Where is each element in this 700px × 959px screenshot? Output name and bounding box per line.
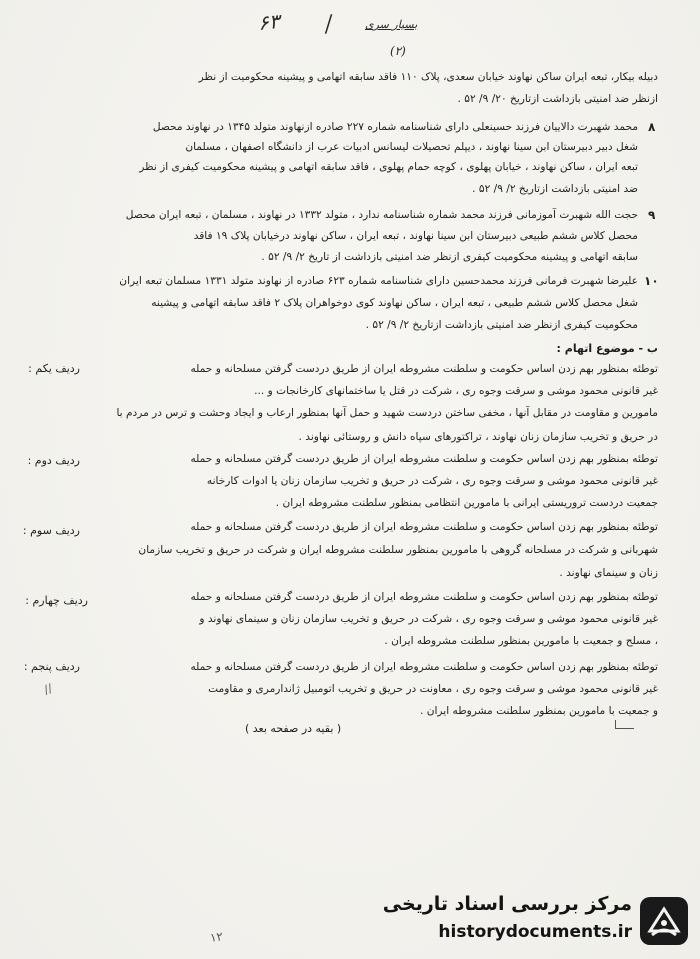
item-line: شغل دبیر دبیرستان ابن سینا نهاوند ، دیپلم تحصیلات لیسانس ادبیات عرب از دانشگاه اصفهان ، مسلمان bbox=[185, 141, 638, 153]
charge-label: ردیف دوم : bbox=[27, 454, 80, 467]
charge-label: ردیف چهارم : bbox=[25, 594, 88, 607]
charge-label: ردیف یکم : bbox=[28, 362, 80, 375]
intro-line: ازنظر ضد امنیتی بازداشت ازتاریخ ۲۰/ ۹/ ۵۲ . bbox=[457, 93, 658, 105]
folio-number: ۶۳ bbox=[256, 8, 281, 36]
folio-slash: / bbox=[322, 11, 335, 38]
archive-logo bbox=[382, 893, 690, 951]
item-line: محکومیت کیفری ازنظر ضد امنیتی بازداشت ازتاریخ ۲/ ۹/ ۵۲ . bbox=[365, 319, 638, 331]
item-line: سابقه اتهامی و پیشینه محکومیت کیفری ازنظر ضد امنیتی بازداشت از تاریخ ۲/ ۹/ ۵۲ . bbox=[261, 251, 638, 263]
archive-logo-url: historydocuments.ir bbox=[438, 922, 632, 942]
book-emblem-icon bbox=[638, 895, 690, 947]
item-number: ۹ bbox=[648, 208, 656, 222]
charge-line: توطئه بمنظور بهم زدن اساس حکومت و سلطنت مشروطه ایران از طریق دردست گرفتن مسلحانه و حمله bbox=[190, 453, 658, 465]
page-number: (۲) bbox=[390, 44, 406, 58]
item-line: حجت الله شهبرت آموزمانی فرزند محمد شماره شناسنامه ندارد ، متولد ۱۳۳۲ در نهاوند ، مسلمان ، تبعه ایران محصل bbox=[125, 209, 638, 221]
item-line: علیرضا شهبرت فرمانی فرزند محمدحسین دارای شناسنامه شماره ۶۲۳ صادره از نهاوند متولد ۱۳۳۱ مسلمان تبعه ایران bbox=[119, 275, 638, 287]
charge-line: توطئه بمنظور بهم زدن اساس حکومت و سلطنت مشروطه ایران از طریق دردست گرفتن مسلحانه و حمله bbox=[190, 363, 658, 375]
charge-line: غیر قانونی محمود موشی و سرقت وجوه ری ، شرکت در حریق و تخریب سازمان زنان و سینمای نهاوند و bbox=[199, 613, 658, 625]
margin-scribble: // bbox=[41, 681, 55, 697]
charge-line: غیر قانونی محمود موشی و سرقت وجوه ری ، معاونت در حریق و تخریب اتومبیل ژاندارمری و مقاومت bbox=[208, 683, 658, 695]
charge-line: جمعیت دردست تروریستی ایرانی با مامورین انتظامی بمنظور سلطنت مشروطه ایران . bbox=[275, 497, 658, 509]
charge-label: ردیف پنجم : bbox=[23, 660, 80, 673]
item-line: تبعه ایران ، ساکن نهاوند ، خیابان پهلوی ، کوچه حمام پهلوی ، فاقد سابقه اتهامی و پیشینه محکومیت کیفری از نظر bbox=[139, 161, 638, 173]
charge-line: ، مسلح و جمعیت با مامورین بمنظور سلطنت مشروطه ایران . bbox=[384, 635, 658, 647]
item-number: ۸ bbox=[648, 120, 656, 134]
item-line: شغل محصل کلاس ششم طبیعی ، تبعه ایران ، ساکن نهاوند کوی دوخواهران پلاک ۲ فاقد سابقه اتهامی و پیشینه bbox=[151, 297, 638, 309]
archive-logo-title: مرکز بررسی اسناد تاریخی bbox=[382, 893, 632, 915]
item-line: محمد شهبرت دالاییان فرزند حسینعلی دارای شناسنامه شماره ۲۲۷ صادره ازنهاوند متولد ۱۳۴۵ در نهاوند محصل bbox=[152, 121, 638, 133]
section-heading: ب - موضوع اتهام : bbox=[556, 342, 658, 355]
charge-line: غیر قانونی محمود موشی و سرقت وجوه ری ، شرکت در قتل یا ساختمانهای کارخانجات و ... bbox=[254, 385, 658, 397]
charge-line: در حریق و تخریب سازمان زنان نهاوند ، تراکتورهای سپاه دانش و روستائی نهاوند . bbox=[298, 431, 658, 443]
charge-line: توطئه بمنظور بهم زدن اساس حکومت و سلطنت مشروطه ایران از طریق دردست گرفتن مسلحانه و حمله bbox=[190, 521, 658, 533]
charge-line: شهربانی و شرکت در مسلحانه گروهی با مامورین بمنظور سلطنت مشروطه ایران و شرکت در حریق و تخریب سازمان bbox=[138, 544, 658, 556]
intro-line: دبیله بیکار، تبعه ایران ساکن نهاوند خیابان سعدی، پلاک ۱۱۰ فاقد سابقه اتهامی و پیشینه محکومیت از نظر bbox=[198, 71, 658, 83]
item-number: ۱۰ bbox=[644, 274, 659, 288]
charge-line: غیر قانونی محمود موشی و سرقت وجوه ری ، شرکت در حریق و تخریب سازمان زنان یا ادوات کارخانه bbox=[206, 475, 658, 487]
item-line: ضد امنیتی بازداشت ازتاریخ ۲/ ۹/ ۵۲ . bbox=[472, 183, 638, 195]
charge-line: زنان و سینمای نهاوند . bbox=[559, 567, 658, 579]
charge-line: و جمعیت با مامورین بمنظور سلطنت مشروطه ایران . bbox=[419, 705, 658, 717]
item-line: محصل کلاس ششم طبیعی دبیرستان ابن سینا نهاوند ، تبعه ایران ، ساکن نهاوند درخیابان پلاک ۱۹ فاقد bbox=[193, 230, 638, 242]
classification-mark: بسیار سری bbox=[365, 18, 418, 31]
page-stamp-mark: ۱۲ bbox=[209, 929, 224, 945]
continued-note: ( بقیه در صفحه بعد ) bbox=[245, 722, 342, 735]
margin-bracket bbox=[615, 720, 634, 729]
charge-line: توطئه بمنظور بهم زدن اساس حکومت و سلطنت مشروطه ایران از طریق دردست گرفتن مسلحانه و حمله bbox=[190, 591, 658, 603]
charge-line: مامورین و مقاومت در مقابل آنها ، مخفی ساختن دردست شهید و حمل آنها بمنظور ارعاب و ایجاد وحشت و ترس در مردم با bbox=[116, 407, 658, 419]
charge-label: ردیف سوم : bbox=[22, 524, 80, 537]
charge-line: توطئه بمنظور بهم زدن اساس حکومت و سلطنت مشروطه ایران از طریق دردست گرفتن مسلحانه و حمله bbox=[190, 661, 658, 673]
